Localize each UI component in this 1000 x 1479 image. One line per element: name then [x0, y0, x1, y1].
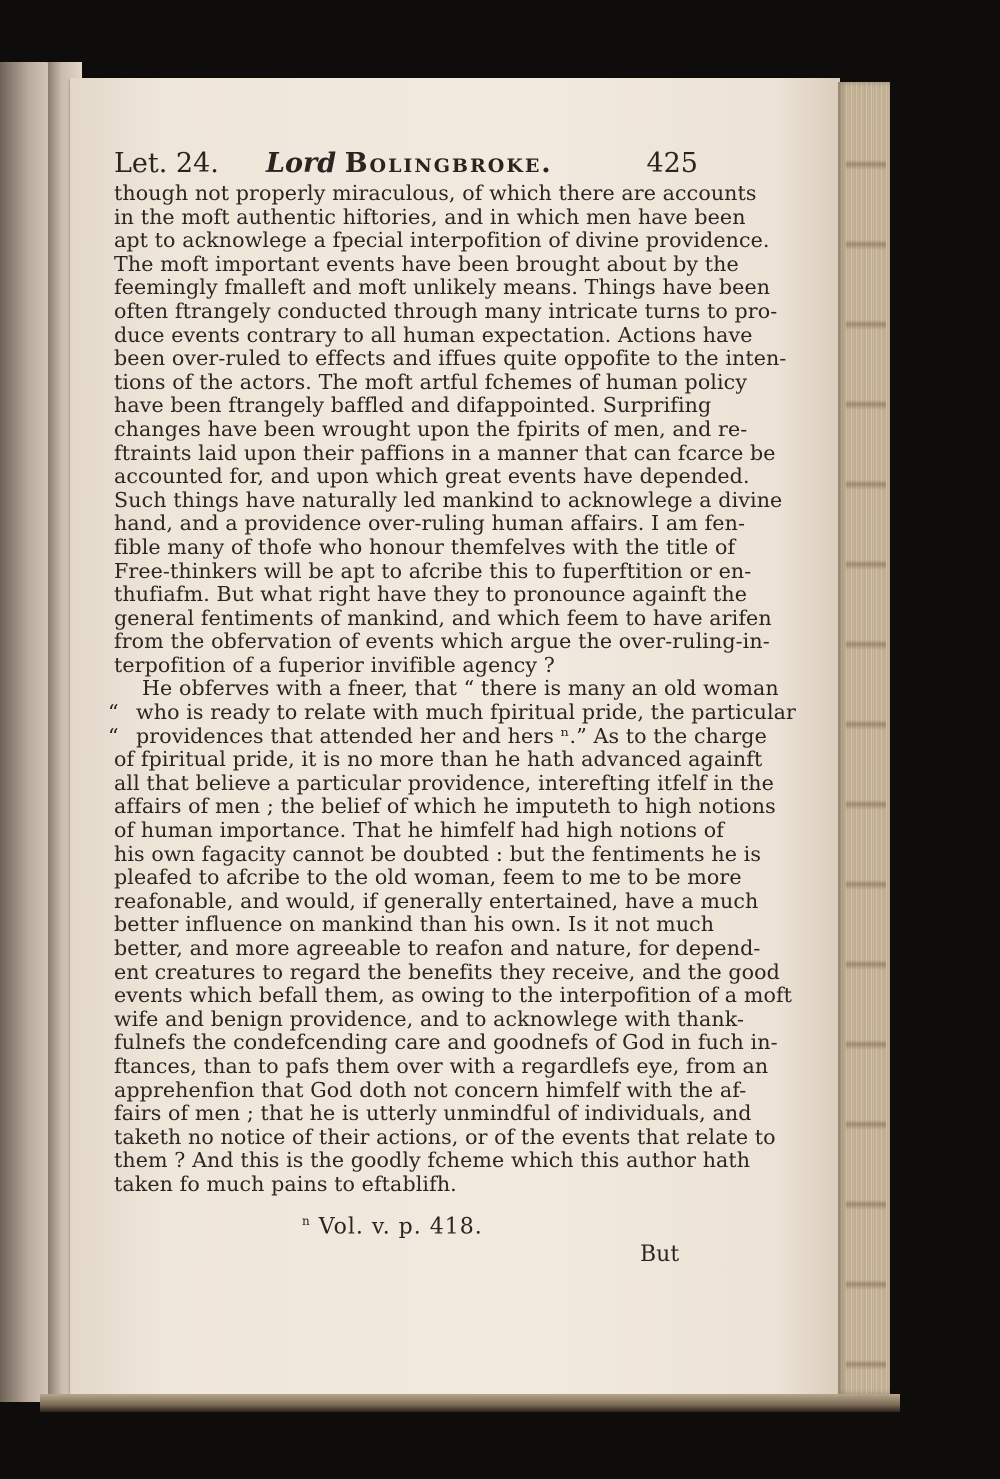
text-line: wife and benign providence, and to acknowlege with thank-	[114, 1006, 745, 1031]
text-line: of fpiritual pride, it is no more than he hath advanced againft	[114, 747, 763, 772]
text-line: The moft important events have been brought about by the	[114, 251, 739, 276]
text-line: though not properly miraculous, of which there are accounts	[114, 181, 757, 205]
text-line: apt to acknowlege a fpecial interpofition of divine providence.	[114, 228, 770, 253]
text-line: events which befall them, as owing to the interpofition of a moft	[114, 983, 793, 1008]
quote-line	[108, 723, 767, 749]
text-line: taketh no notice of their actions, or of the events that relate to	[114, 1124, 776, 1149]
text-line: Such things have naturally led mankind to acknowlege a divine	[114, 487, 783, 512]
text-line: better, and more agreeable to reafon and nature, for depend-	[114, 936, 761, 960]
text-line: apprehenfion that God doth not concern himfelf with the af-	[114, 1077, 747, 1102]
page-bottom-edge	[40, 1394, 900, 1412]
footnote-mark: n	[302, 1214, 311, 1228]
facing-page-edge	[0, 62, 52, 1402]
title-name: Bolingbroke.	[344, 148, 553, 179]
quote-mark: “	[108, 723, 119, 748]
text-line: from the obfervation of events which argue the over-ruling-in-	[114, 629, 770, 654]
text-line: He obferves with a fneer, that “ there is many an old woman	[142, 676, 779, 701]
title-lord: Lord	[266, 148, 337, 179]
catchword: But	[640, 1242, 680, 1267]
text-line: affairs of men ; the belief of which he imputeth to high notions	[114, 794, 776, 819]
page-number: 425	[646, 148, 698, 179]
text-line: better influence on mankind than his own. Is it not much	[114, 912, 715, 937]
text-line: all that believe a particular providence, interefting itfelf in the	[114, 770, 774, 795]
text-line: hand, and a providence over-ruling human affairs. I am fen-	[114, 511, 746, 536]
text-line: ent creatures to regard the benefits they receive, and the good	[114, 959, 780, 984]
running-title	[266, 148, 553, 179]
body-text	[108, 181, 796, 1197]
text-line: them ? And this is the goodly fcheme which this author hath	[114, 1148, 751, 1173]
text-line: reafonable, and would, if generally entertained, have a much	[114, 888, 759, 913]
quote-mark: “	[108, 700, 119, 725]
text-line: changes have been wrought upon the fpirits of men, and re-	[114, 416, 748, 441]
text-line: taken fo much pains to eftablifh.	[114, 1171, 457, 1196]
text-line: have been ftrangely baffled and difappointed. Surprifing	[114, 393, 712, 418]
text-line: ftraints laid upon their paffions in a manner that can fcarce be	[114, 440, 776, 465]
text-line: in the moft authentic hiftories, and in which men have been	[114, 204, 746, 229]
footnote-text: Vol. v. p. 418.	[318, 1214, 483, 1240]
text-line: accounted for, and upon which great events have depended.	[114, 464, 750, 489]
text-line: been over-ruled to effects and iffues quite oppofite to the inten-	[114, 346, 787, 371]
text-line: fairs of men ; that he is utterly unmindful of individuals, and	[114, 1101, 752, 1126]
text-line: tions of the actors. The moft artful fchemes of human policy	[114, 369, 748, 394]
text-line: fulnefs the condefcending care and goodnefs of God in fuch in-	[114, 1030, 778, 1055]
quote-text: providences that attended her and hers ⁿ.” As to the charge	[136, 723, 767, 748]
text-line: of human importance. That he himfelf had high notions of	[114, 818, 724, 843]
text-line: terpofition of a fuperior invifible agency ?	[114, 652, 555, 677]
text-line: fible many of thofe who honour themfelves with the title of	[114, 534, 736, 559]
text-line: ftances, than to pafs them over with a regardlefs eye, from an	[114, 1053, 769, 1078]
text-line: Free-thinkers will be apt to afcribe this to fuperftition or en-	[114, 558, 752, 583]
foxing-spots	[846, 90, 886, 1390]
text-line: duce events contrary to all human expectation. Actions have	[114, 322, 753, 347]
footnote	[302, 1214, 483, 1239]
text-line: thufiafm. But what right have they to pronounce againft the	[114, 582, 748, 607]
text-line: general fentiments of mankind, and which feem to have arifen	[114, 605, 772, 630]
text-line: pleafed to afcribe to the old woman, feem to me to be more	[114, 865, 742, 890]
quote-line	[108, 700, 796, 725]
text-line: feemingly fmalleft and moft unlikely means. Things have been	[114, 275, 771, 300]
quote-text: who is ready to relate with much fpiritual pride, the particular	[136, 700, 796, 725]
letter-number: Let. 24.	[114, 148, 219, 179]
text-line: his own fagacity cannot be doubted : but the fentiments he is	[114, 841, 762, 866]
text-line: often ftrangely conducted through many intricate turns to pro-	[114, 298, 778, 323]
